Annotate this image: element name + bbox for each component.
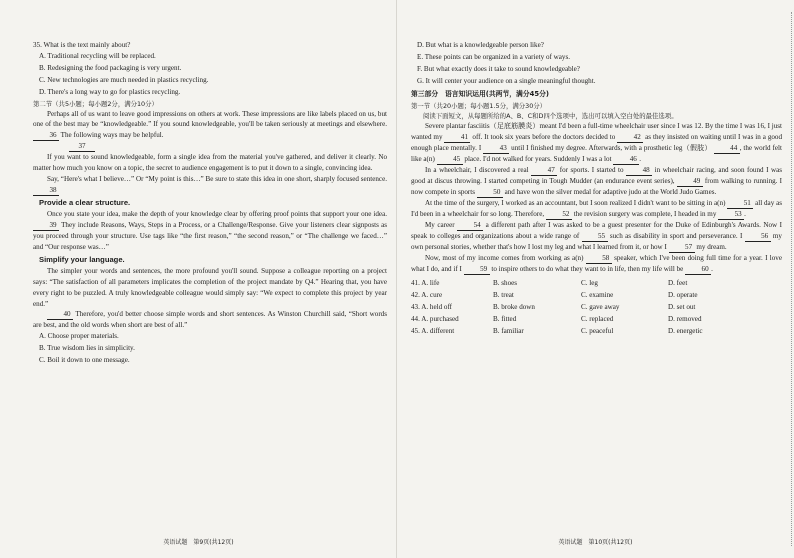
choice-44-d[interactable]: D. removed xyxy=(668,314,702,323)
cloze-paragraph-1: Severe plantar fasciitis（足底筋膜炎）meant I'd been a full-time wheelchair user since I was 12. By the time I was 16, I just wanted my 41 off. It took six years before the doctors decided to 42 as they insisted on waiting until I was in a good enough place mentally. I 43 until I finished my degree. Afterwards, with a prosthetic leg（假肢） 44 , the world felt like a(n) 45 place. I'd not walked for years. Suddenly I was a lot 46 . xyxy=(411,121,783,163)
subheading-structure: Provide a clear structure. xyxy=(39,198,131,208)
blank-38[interactable]: 38 xyxy=(33,186,59,196)
choice-41-a[interactable]: 41. A. life xyxy=(411,278,440,287)
option-a: A. Choose proper materials. xyxy=(39,332,119,341)
blank-37[interactable]: 37 xyxy=(69,142,95,152)
blank-46[interactable]: 46 xyxy=(613,155,639,165)
answer-row-43 xyxy=(411,301,782,313)
question-35-option-c: C. New technologies are much needed in plastics recycling. xyxy=(39,75,209,84)
blank-50[interactable]: 50 xyxy=(477,188,503,198)
blank-43[interactable]: 43 xyxy=(483,144,509,154)
option-c: C. Boil it down to one message. xyxy=(39,356,130,365)
blank-59[interactable]: 59 xyxy=(464,265,490,275)
choice-44-c[interactable]: C. replaced xyxy=(581,314,614,323)
choice-41-d[interactable]: D. feet xyxy=(668,278,688,287)
passage-paragraph-2: If you want to sound knowledgeable, form a single idea from the material you've gathered, and deliver it clearly. No matter how much you know on a topic, the secret to audience engagement is to put it down to a single, convincing idea. xyxy=(33,153,387,173)
binding-margin xyxy=(783,12,792,546)
option-b: B. True wisdom lies in simplicity. xyxy=(39,344,135,353)
question-35-option-a: A. Traditional recycling will be replaced. xyxy=(39,51,156,60)
blank-37-line xyxy=(33,141,387,152)
blank-55[interactable]: 55 xyxy=(582,232,608,242)
subheading-language: Simplify your language. xyxy=(39,254,125,264)
blank-45[interactable]: 45 xyxy=(437,155,463,165)
blank-49[interactable]: 49 xyxy=(677,177,703,187)
answer-row-41 xyxy=(411,277,782,289)
option-d: D. But what is a knowledgeable person like? xyxy=(417,41,544,49)
choice-43-d[interactable]: D. set out xyxy=(668,302,696,311)
blank-39[interactable]: 39 xyxy=(33,221,59,231)
choice-42-a[interactable]: 42. A. cure xyxy=(411,290,443,299)
choice-42-c[interactable]: C. examine xyxy=(581,290,614,299)
question-35-stem: 35. What is the text mainly about? xyxy=(33,41,131,49)
passage-paragraph-5: The simpler your words and sentences, the more profound you'll sound. Suppose a colleague reporting on a project says: “The satisfaction of all parameters implicates the completion of the project mandate by Q4.” Hearing that, you have every right to be puzzled. A truly knowledgeable colleague would simply say: “We expect to complete this project by year end.” xyxy=(33,266,387,308)
right-page xyxy=(397,0,794,558)
cloze-paragraph-2: In a wheelchair, I discovered a real 47 for sports. I started to 48 in wheelchair racing, and soon found I was good at discus throwing. I started competing in Tough Mudder (an endurance event series), 49 from walking to running. I now compete in sports 50 and have won the silver medal for adaptive judo at the World Judo Games. xyxy=(411,165,783,196)
blank-60[interactable]: 60 xyxy=(685,265,711,275)
question-35-option-d: D. There's a long way to go for plastics recycling. xyxy=(39,87,181,96)
blank-56[interactable]: 56 xyxy=(745,232,771,242)
blank-36[interactable]: 36 xyxy=(33,131,59,141)
instruction: 阅读下面短文，从每题所给的A、B、C和D四个选项中，选出可以填入空白处的最佳选项。 xyxy=(423,111,678,120)
section-1-header: 第一节（共20小题；每小题1.5分，满分30分） xyxy=(411,101,547,110)
choice-44-a[interactable]: 44. A. purchased xyxy=(411,314,459,323)
choice-45-d[interactable]: D. energetic xyxy=(668,326,703,335)
choice-45-c[interactable]: C. peaceful xyxy=(581,326,614,335)
blank-58[interactable]: 58 xyxy=(586,254,612,264)
passage-paragraph-6: 40 Therefore, you'd better choose simple words and short sentences. As Winston Churchill said, “Short words are best, and the old words when short are best of all.” xyxy=(33,310,387,330)
question-35-option-b: B. Redesigning the food packaging is very urgent. xyxy=(39,63,182,72)
part-3-header: 第三部分 语言知识运用(共两节，满分45分) xyxy=(411,89,550,98)
passage-paragraph-4: Once you state your idea, make the depth of your knowledge clear by offering proof points that support your one idea. 39 They include Reasons, Ways, Steps in a Process, or a Challenge/Response. Give your listeners clear signposts as you proceed through your structure. Use tags like “the first reason,” “the second reason,” or “The challenge we faced…” and “Our response was…” xyxy=(33,210,387,251)
passage-paragraph-3: Say, “Here's what I believe…” Or “My point is this…” Be sure to state this idea in one short, sharply focused sentence. 38 xyxy=(33,174,387,196)
blank-48[interactable]: 48 xyxy=(626,166,652,176)
blank-41[interactable]: 41 xyxy=(444,133,470,143)
option-e: E. These points can be organized in a variety of ways. xyxy=(417,52,570,61)
answer-row-45 xyxy=(411,325,782,337)
choice-41-c[interactable]: C. leg xyxy=(581,278,598,287)
answer-row-42 xyxy=(411,289,782,301)
blank-47[interactable]: 47 xyxy=(531,166,557,176)
blank-53[interactable]: 53 xyxy=(718,210,744,220)
passage-paragraph-1: Perhaps all of us want to leave good impressions on others at work. These impressions are like labels placed on us, but one of the best may be “knowledgeable.” If you sound knowledgeable, you'll be taken seriously at meetings and elsewhere. 36 The following ways may be helpful. xyxy=(33,109,387,140)
blank-40[interactable]: 40 xyxy=(47,310,73,320)
choice-45-b[interactable]: B. familiar xyxy=(493,326,524,335)
blank-57[interactable]: 57 xyxy=(669,243,695,253)
option-g: G. It will center your audience on a single meaningful thought. xyxy=(417,76,596,85)
blank-54[interactable]: 54 xyxy=(457,221,483,231)
choice-43-b[interactable]: B. broke down xyxy=(493,302,535,311)
cloze-paragraph-4: My career 54 a different path after I was asked to be a guest presenter for the Duke of Edinburgh's Awards. Now I speak to colleges and organizations about a wide range of 55 such as disability in sport and perseverance. I 56 my own personal stories, whether that's how I lost my leg and what I learned from it, or how I 57 my dream. xyxy=(411,220,782,251)
page-footer-right: 英语试题 第10页(共12页) xyxy=(558,539,633,546)
choice-45-a[interactable]: 45. A. different xyxy=(411,326,455,335)
blank-51[interactable]: 51 xyxy=(727,199,753,209)
blank-44[interactable]: 44 xyxy=(714,144,740,154)
choice-42-b[interactable]: B. treat xyxy=(493,290,514,299)
section-2-header: 第二节（共5小题；每小题2分，满分10分） xyxy=(33,99,158,108)
choice-41-b[interactable]: B. shoes xyxy=(493,278,518,287)
blank-52[interactable]: 52 xyxy=(546,210,572,220)
page-footer-left: 英语试题 第9页(共12页) xyxy=(163,539,234,546)
option-f: F. But what exactly does it take to sound knowledgeable? xyxy=(417,64,580,73)
choice-44-b[interactable]: B. fitted xyxy=(493,314,517,323)
choice-43-a[interactable]: 43. A. held off xyxy=(411,302,453,311)
cloze-paragraph-5: Now, most of my income comes from working as a(n) 58 speaker, which I've been doing full time for a year. I love what I do, and if I 59 to inspire others to do what they want to in life, then my life will be 60 . xyxy=(411,253,782,273)
answer-row-44 xyxy=(411,313,782,325)
cloze-paragraph-3: At the time of the surgery, I worked as an accountant, but I soon realized I didn't want to be sitting in a(n) 51 all day as I'd been in a wheelchair for so long. Therefore, 52 the revision surgery was complete, I headed in my 53 . xyxy=(411,198,782,218)
blank-42[interactable]: 42 xyxy=(617,133,643,143)
choice-43-c[interactable]: C. gave away xyxy=(581,302,620,311)
answer-options xyxy=(411,277,782,337)
choice-42-d[interactable]: D. operate xyxy=(668,290,698,299)
